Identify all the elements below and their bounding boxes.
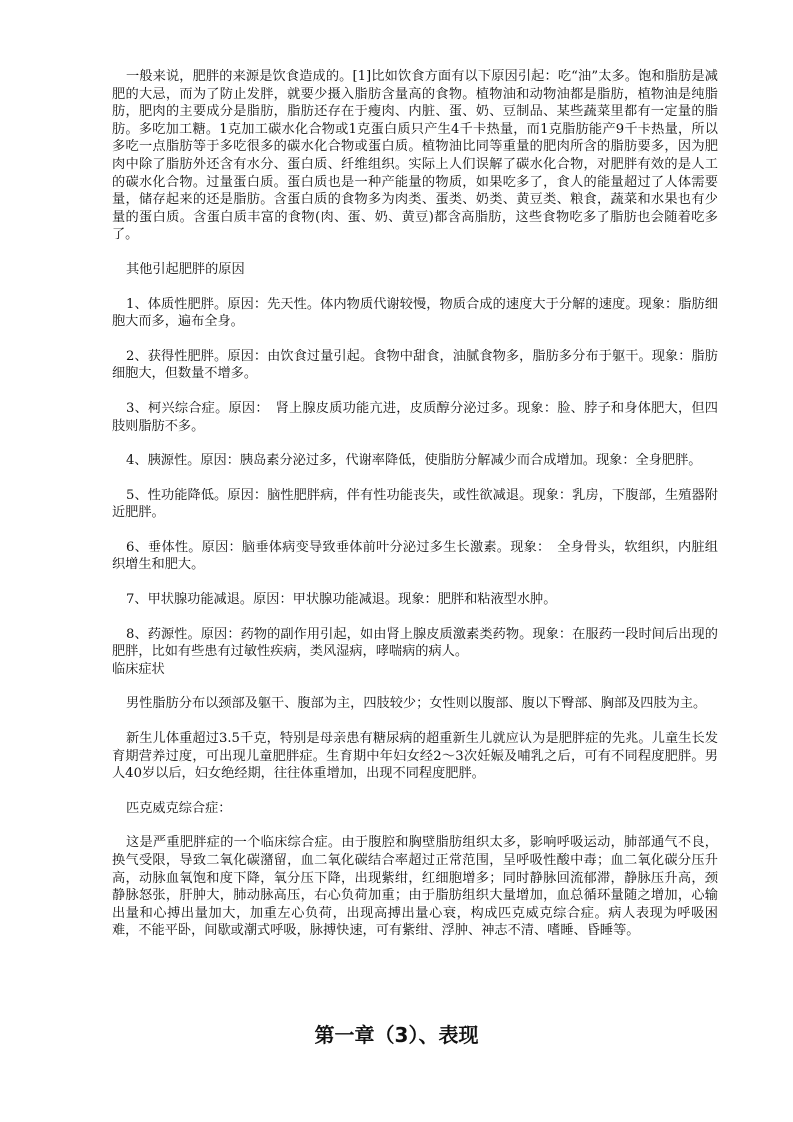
clinical-paragraph-1: 男性脂肪分布以颈部及躯干、腹部为主，四肢较少；女性则以腹部、腹以下臀部、胸部及四肢为主。 <box>126 696 707 712</box>
cause-item-8: 8、药源性。原因：药物的副作用引起，如由肾上腺皮质激素类药物。现象：在服药一段时间后出现的肥胖，比如有些患有过敏性疾病，类风湿病，哮喘病的病人。 <box>112 626 718 660</box>
document-body <box>112 68 718 1122</box>
pickwick-paragraph: 这是严重肥胖症的一个临床综合症。由于腹腔和胸壁脂肪组织太多，影响呼吸运动，肺部通气不良，换气受限，导致二氧化碳潴留，血二氧化碳结合率超过正常范围，呈呼吸性酸中毒；血二氧化碳分压升高，动脉血氧饱和度下降，氧分压下降，出现紫绀，红细胞增多；同时静脉回流郁滞，静脉压升高，颈静脉怒张，肝肿大，肺动脉高压，右心负荷加重；由于脂肪组织大量增加，血总循环量随之增加，心输出量和心搏出量加大，加重左心负荷，出现高搏出量心衰，构成匹克威克综合症。病人表现为呼吸困难，不能平卧，间歇或潮式呼吸，脉搏快速，可有紫绀、浮肿、神志不清、嗜睡、昏睡等。 <box>112 835 718 939</box>
cause-item-5: 5、性功能降低。原因：脑性肥胖病，伴有性功能丧失，或性欲减退。现象：乳房，下腹部，生殖器附近肥胖。 <box>112 487 718 521</box>
chapter-title: 第一章（3）、表现 <box>314 1023 479 1047</box>
clinical-heading: 临床症状 <box>112 661 165 677</box>
cause-item-6: 6、垂体性。原因：脑垂体病变导致垂体前叶分泌过多生长激素。现象： 全身骨头，软组织，内脏组织增生和肥大。 <box>112 539 718 573</box>
other-causes-heading: 其他引起肥胖的原因 <box>126 261 245 277</box>
cause-item-2: 2、获得性肥胖。原因：由饮食过量引起。食物中甜食，油腻食物多，脂肪多分布于躯干。现象：脂肪细胞大，但数量不增多。 <box>112 348 718 382</box>
cause-item-3: 3、柯兴综合症。原因： 肾上腺皮质功能亢进，皮质醇分泌过多。现象：脸、脖子和身体肥大，但四肢则脂肪不多。 <box>112 400 718 434</box>
cause-item-4: 4、胰源性。原因：胰岛素分泌过多，代谢率降低，使脂肪分解减少而合成增加。现象：全身肥胖。 <box>126 453 702 469</box>
cause-item-1: 1、体质性肥胖。原因：先天性。体内物质代谢较慢，物质合成的速度大于分解的速度。现象：脂肪细胞大而多，遍布全身。 <box>112 296 718 330</box>
clinical-paragraph-2: 新生儿体重超过3.5千克，特别是母亲患有糖尿病的超重新生儿就应认为是肥胖症的先兆。儿童生长发育期营养过度，可出现儿童肥胖症。生育期中年妇女经2～3次妊娠及哺乳之后，可有不同程度肥胖。男人40岁以后，妇女绝经期，往往体重增加，出现不同程度肥胖。 <box>112 731 718 782</box>
intro-paragraph: 一般来说，肥胖的来源是饮食造成的。[1]比如饮食方面有以下原因引起：吃“油”太多。饱和脂肪是减肥的大忌，而为了防止发胖，就要少摄入脂肪含量高的食物。植物油和动物油都是脂肪，植物油是纯脂肪，肥肉的主要成分是脂肪，脂肪还存在于瘦肉、内脏、蛋、奶、豆制品、某些蔬菜里都有一定量的脂肪。多吃加工糖。1克加工碳水化合物或1克蛋白质只产生4千卡热量，而1克脂肪能产9千卡热量，所以多吃一点脂肪等于多吃很多的碳水化合物或蛋白质。植物油比同等重量的肥肉所含的脂肪要多，因为肥肉中除了脂肪外还含有水分、蛋白质、纤维组织。实际上人们误解了碳水化合物，对肥胖有效的是人工的碳水化合物。过量蛋白质。蛋白质也是一种产能量的物质，如果吃多了，食人的能量超过了人体需要量，储存起来的还是脂肪。含蛋白质的食物多为肉类、蛋类、奶类、黄豆类、粮食，蔬菜和水果也有少量的蛋白质。含蛋白质丰富的食物(肉、蛋、奶、黄豆)都含高脂肪，这些食物吃多了脂肪也会随着吃多了。 <box>112 69 718 243</box>
pickwick-heading: 匹克威克综合症： <box>126 800 232 816</box>
cause-item-7: 7、甲状腺功能减退。原因：甲状腺功能减退。现象：肥胖和粘液型水肿。 <box>126 592 557 608</box>
